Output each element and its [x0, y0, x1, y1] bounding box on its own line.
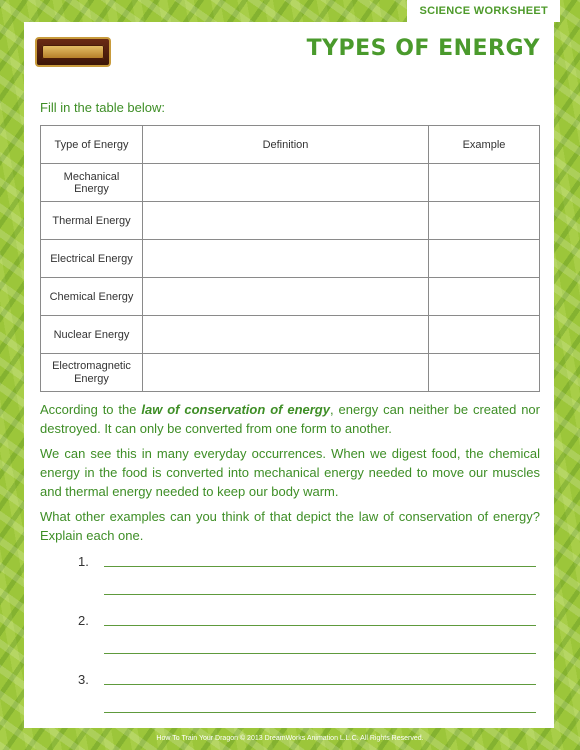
copyright-footer: How To Train Your Dragon © 2013 DreamWorks Animation L.L.C. All Rights Reserved. [156, 735, 424, 742]
example-cell[interactable] [429, 278, 540, 316]
energy-type-cell: Mechanical Energy [41, 164, 143, 202]
example-cell[interactable] [429, 354, 540, 392]
question-prompt: What other examples can you think of that depict the law of conservation of energy? Explain each one. [40, 509, 540, 543]
header-definition: Definition [143, 126, 429, 164]
header-type: Type of Energy [41, 126, 143, 164]
definition-cell[interactable] [143, 240, 429, 278]
answer-line[interactable] [104, 653, 536, 654]
conservation-paragraph [40, 400, 540, 438]
dragons-logo [35, 37, 111, 67]
definition-cell[interactable] [143, 278, 429, 316]
example-cell[interactable] [429, 240, 540, 278]
energy-type-cell: Thermal Energy [41, 202, 143, 240]
answer-line[interactable] [104, 594, 536, 595]
answer-item [78, 672, 540, 731]
energy-table [40, 125, 540, 392]
definition-cell[interactable] [143, 316, 429, 354]
example-cell[interactable] [429, 202, 540, 240]
header-example: Example [429, 126, 540, 164]
energy-type-cell: Electrical Energy [41, 240, 143, 278]
answer-line[interactable] [104, 625, 536, 626]
example-paragraph: We can see this in many everyday occurrences. When we digest food, the chemical energy in the food is converted into mechanical energy needed to move our muscles and thermal energy needed to keep our body warm. [40, 446, 540, 499]
answer-line[interactable] [104, 712, 536, 713]
table-header-row [41, 126, 540, 164]
table-row [41, 240, 540, 278]
table-row [41, 354, 540, 392]
answer-number: 1. [78, 554, 89, 569]
table-instruction: Fill in the table below: [40, 100, 166, 115]
definition-cell[interactable] [143, 202, 429, 240]
table-row [41, 164, 540, 202]
logo-plate [42, 45, 104, 59]
page-title: TYPES OF ENERGY [306, 36, 540, 61]
table-row [41, 316, 540, 354]
definition-cell[interactable] [143, 354, 429, 392]
table-row [41, 202, 540, 240]
energy-type-cell: Nuclear Energy [41, 316, 143, 354]
law-term: law of conservation of energy [141, 402, 330, 417]
table-row [41, 278, 540, 316]
answer-number: 2. [78, 613, 89, 628]
answer-line[interactable] [104, 566, 536, 567]
worksheet-badge: SCIENCE WORKSHEET [407, 0, 560, 22]
paragraph-intro: According to the [40, 402, 142, 417]
answer-item [78, 554, 540, 613]
paragraph-rest: , energy can neither be created nor destroyed. It can only be converted from one form to another. [40, 402, 540, 436]
energy-type-cell: Chemical Energy [41, 278, 143, 316]
answer-number: 3. [78, 672, 89, 687]
definition-cell[interactable] [143, 164, 429, 202]
answer-line[interactable] [104, 684, 536, 685]
answer-item [78, 613, 540, 672]
energy-type-cell: Electromagnetic Energy [41, 354, 143, 392]
example-cell[interactable] [429, 164, 540, 202]
answer-area [78, 554, 540, 731]
example-cell[interactable] [429, 316, 540, 354]
